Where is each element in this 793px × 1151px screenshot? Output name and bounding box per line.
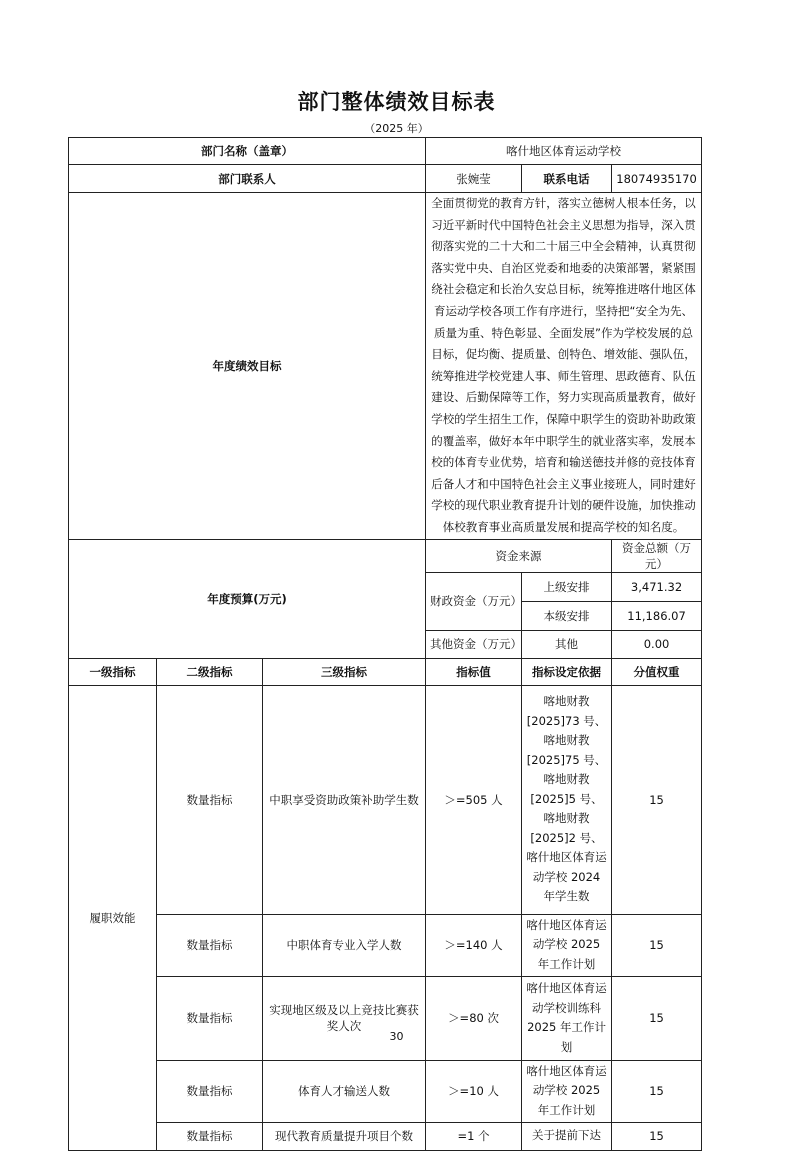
header-level2: 二级指标 [157, 658, 263, 685]
level3-cell: 中职享受资助政策补助学生数 [263, 685, 426, 914]
value-cell: ＞=80 次 [426, 976, 522, 1060]
weight-cell: 15 [612, 914, 702, 976]
level3-cell: 体育人才输送人数 [263, 1060, 426, 1122]
table-row [69, 685, 702, 914]
page-number: 30 [389, 1030, 404, 1043]
weight-cell: 15 [612, 685, 702, 914]
contact-person-value: 张婉莹 [426, 165, 522, 193]
level2-cell: 数量指标 [157, 976, 263, 1060]
basis-cell: 喀什地区体育运动学校 2025 年工作计划 [522, 1060, 612, 1122]
level3-cell: 实现地区级及以上竞技比赛获奖人次 [263, 976, 426, 1060]
header-weight: 分值权重 [612, 658, 702, 685]
basis-cell: 喀什地区体育运动学校 2025 年工作计划 [522, 914, 612, 976]
table-row [69, 1060, 702, 1122]
table-row [69, 1122, 702, 1150]
year-label: （2025 年） [364, 122, 429, 135]
level1-cell: 履职效能 [69, 685, 157, 1150]
basis-cell: 喀什地区体育运动学校训练科 2025 年工作计划 [522, 976, 612, 1060]
contact-phone-label: 联系电话 [522, 165, 612, 193]
other-fund-sub-label: 其他 [522, 630, 612, 658]
value-cell: ＞=10 人 [426, 1060, 522, 1122]
table-row [69, 976, 702, 1060]
basis-cell: 关于提前下达 [522, 1122, 612, 1150]
value-cell: ＞=505 人 [426, 685, 522, 914]
value-cell: =1 个 [426, 1122, 522, 1150]
header-level1: 一级指标 [69, 658, 157, 685]
value-cell: ＞=140 人 [426, 914, 522, 976]
level2-cell: 数量指标 [157, 914, 263, 976]
annual-goal-label: 年度绩效目标 [69, 193, 426, 540]
contact-person-label: 部门联系人 [69, 165, 426, 193]
dept-name-label: 部门名称（盖章） [69, 138, 426, 165]
level2-cell: 数量指标 [157, 685, 263, 914]
other-fund-label: 其他资金（万元） [426, 630, 522, 658]
fund-total-header: 资金总额（万元） [612, 539, 702, 572]
fiscal-fund-label: 财政资金（万元） [426, 572, 522, 630]
level3-cell: 中职体育专业入学人数 [263, 914, 426, 976]
weight-cell: 15 [612, 1060, 702, 1122]
header-level3: 三级指标 [263, 658, 426, 685]
annual-goal-text: 全面贯彻党的教育方针，落实立德树人根本任务，以习近平新时代中国特色社会主义思想为指导，深入贯彻落实党的二十大和二十届三中全会精神，认真贯彻落实党中央、自治区党委和地委的决策部署，紧紧围绕社会稳定和长治久安总目标，统筹推进喀什地区体育运动学校各项工作有序进行，坚持把“安全为先、质量为重、特色彰显、全面发展”作为学校发展的总目标，促均衡、提质量、创特色、增效能、强队伍，统筹推进学校党建人事、师生管理、思政德育、队伍建设、后勤保障等工作，努力实现高质量教育，做好学校的学生招生工作，保障中职学生的资助补助政策的覆盖率，做好本年中职学生的就业落实率，发展本校的体育专业优势，培育和输送德技并修的竞技体育后备人才和中国特色社会主义事业接班人，同时建好学校的现代职业教育提升计划的硬件设施，加快推动体校教育事业高质量发展和提高学校的知名度。 [426, 193, 702, 540]
level2-cell: 数量指标 [157, 1060, 263, 1122]
weight-cell: 15 [612, 1122, 702, 1150]
level2-cell: 数量指标 [157, 1122, 263, 1150]
table-row [69, 914, 702, 976]
header-basis: 指标设定依据 [522, 658, 612, 685]
contact-phone-value: 18074935170 [612, 165, 702, 193]
other-fund-value: 0.00 [612, 630, 702, 658]
level3-cell: 现代教育质量提升项目个数 [263, 1122, 426, 1150]
upper-allocation-label: 上级安排 [522, 572, 612, 601]
page-title: 部门整体绩效目标表 [297, 90, 496, 114]
local-allocation-label: 本级安排 [522, 601, 612, 630]
upper-allocation-value: 3,471.32 [612, 572, 702, 601]
performance-table [68, 137, 702, 1151]
local-allocation-value: 11,186.07 [612, 601, 702, 630]
dept-name-value: 喀什地区体育运动学校 [426, 138, 702, 165]
fund-source-header: 资金来源 [426, 539, 612, 572]
annual-budget-label: 年度预算(万元) [69, 539, 426, 658]
basis-cell: 喀地财教[2025]73 号、喀地财教[2025]75 号、喀地财教[2025]5 号、喀地财教[2025]2 号、喀什地区体育运动学校 2024 年学生数 [522, 685, 612, 914]
weight-cell: 15 [612, 976, 702, 1060]
header-value: 指标值 [426, 658, 522, 685]
